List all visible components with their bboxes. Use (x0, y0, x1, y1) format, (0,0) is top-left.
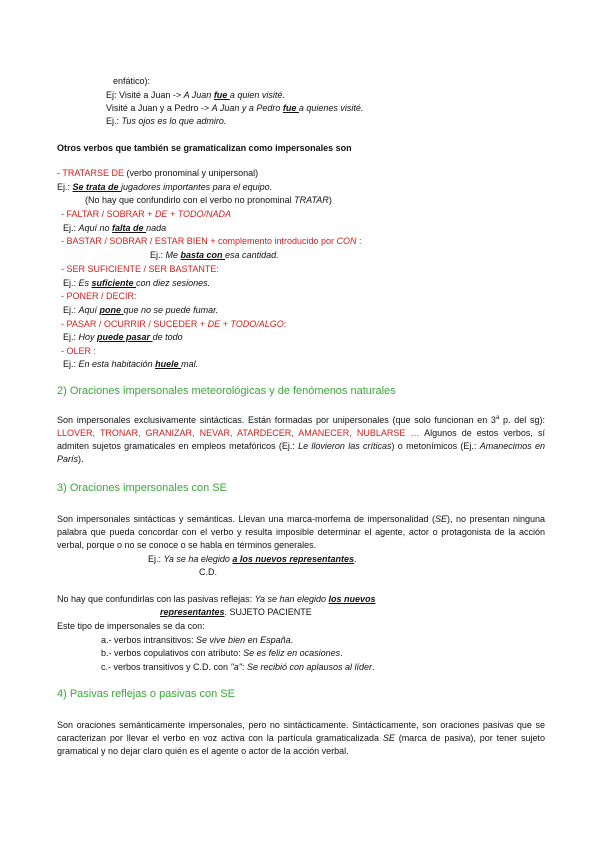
cd-label: C.D. (199, 567, 217, 577)
example-line: Ej.: Me basta con esa cantidad. (150, 250, 279, 260)
section-3-paragraph: Son impersonales sintácticas y semánticas. Llevan una marca-morfema de impersonalidad (SE), no presentan ninguna palabra que pueda concordar con el verbo y resulta imposible determinar el agente, actor o protagonista de la acción verbal, porque o no se conoce o se habla en términos generales. (57, 514, 545, 550)
example-line: Ej.: Aquí pone que no se puede fumar. (63, 305, 219, 315)
example-line: Ej.: Se trata de jugadores importantes para el equipo. (57, 182, 273, 192)
example-line: Ej.: Aquí no falta de nada (63, 223, 167, 233)
pasiva-line: representantes. SUJETO PACIENTE (160, 607, 312, 617)
list-item: a.- verbos intransitivos: Se vive bien en España. (101, 635, 294, 645)
pasiva-line: No hay que confundirlas con las pasivas reflejas: Ya se han elegido los nuevos (57, 594, 376, 604)
section-4-paragraph: Son oraciones semánticamente impersonales, pero no sintácticamente. Sintácticamente, son oraciones pasivas que se caracterizan por llevar el verbo en voz activa con la partícula gramaticalizada SE (marca de pasiva), por tener sujeto gramatical y no dejar claro quién es el agente o actor de la acción verbal. (57, 720, 545, 756)
example-line: Ej.: En esta habitación huele mal. (63, 359, 199, 369)
verb-rule: - PASAR / OCURRIR / SUCEDER + DE + TODO/ALGO: (61, 319, 287, 329)
verb-rule: - PONER / DECIR: (61, 291, 137, 301)
otros-heading: Otros verbos que también se gramaticalizan como impersonales son (57, 143, 352, 153)
list-item: c.- verbos transitivos y C.D. con "a": Se recibió con aplausos al líder. (101, 662, 375, 672)
verb-rule: - SER SUFICIENTE / SER BASTANTE: (61, 264, 219, 274)
example-line: Ej.: Hoy puede pasar de todo (63, 332, 183, 342)
note-line: (No hay que confundirlo con el verbo no pronominal TRATAR) (85, 195, 332, 205)
example-line: Ej.: Es suficiente con diez sesiones. (63, 278, 211, 288)
section-4-title: 4) Pasivas reflejas o pasivas con SE (57, 688, 235, 700)
verb-rule: - BASTAR / SOBRAR / ESTAR BIEN + complemento introducido por CON : (61, 236, 362, 246)
example-line: Ej.: Tus ojos es lo que admiro. (106, 116, 227, 126)
verb-rule: - OLER : (61, 346, 97, 356)
example-line: Ej: Visité a Juan -> A Juan fue a quien visité. (106, 90, 285, 100)
tipo-line: Este tipo de impersonales se da con: (57, 621, 205, 631)
text-line: enfático): (113, 76, 151, 86)
section-2-title: 2) Oraciones impersonales meteorológicas y de fenómenos naturales (57, 385, 396, 397)
example-line: Ej.: Ya se ha elegido a los nuevos representantes. (148, 554, 357, 564)
example-line: Visité a Juan y a Pedro -> A Juan y a Pedro fue a quienes visité. (106, 103, 364, 113)
section-3-title: 3) Oraciones impersonales con SE (57, 482, 227, 494)
list-item: b.- verbos copulativos con atributo: Se es feliz en ocasiones. (101, 648, 343, 658)
section-2-paragraph: Son impersonales exclusivamente sintácticas. Están formadas por unipersonales (que solo funcionan en 3$^a$ p. del sg): LLOVER, TRONAR, GRANIZAR, NEVAR, ATARDECER, AMANECER, NUBLARSE … Algunos de estos verbos, sí admiten sujetos gramaticales en empleos metafóricos (Ej.: Le llovieron las críticas) o metonímicos (Ej.: Amanecimos en París). (57, 415, 546, 464)
verb-rule: - FALTAR / SOBRAR + DE + TODO/NADA (61, 209, 232, 219)
verb-rule: - TRATARSE DE (verbo pronominal y unipersonal) (57, 168, 259, 178)
